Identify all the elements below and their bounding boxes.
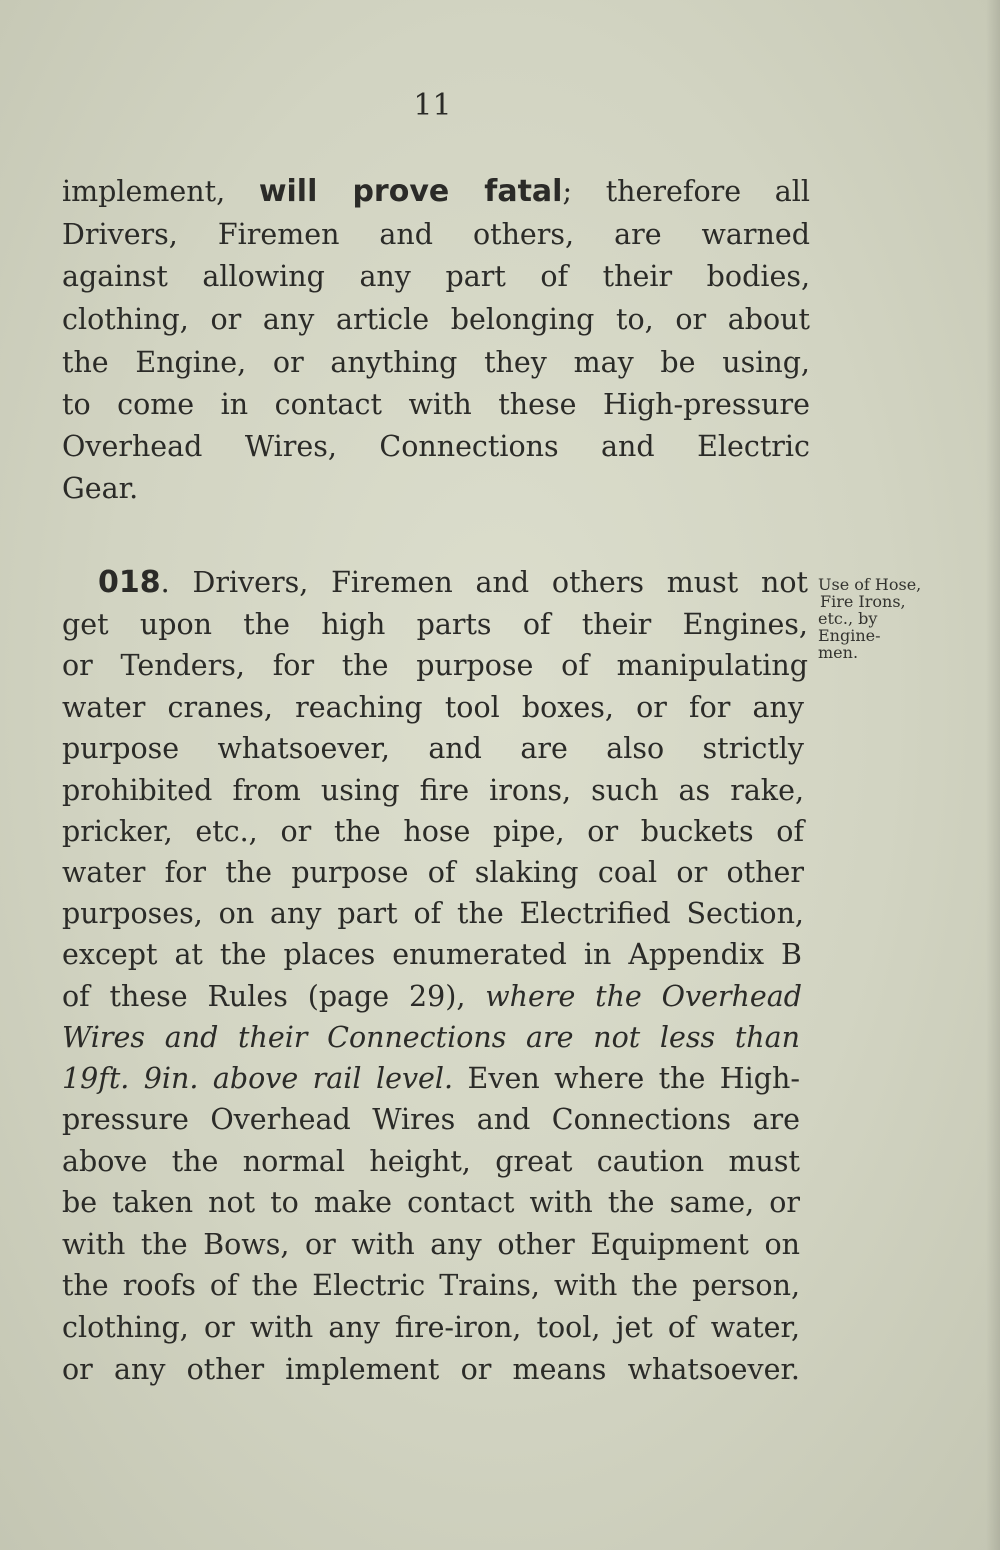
text-line bbox=[62, 1059, 800, 1099]
text-line: purposes, on any part of the Electrified Section, bbox=[62, 897, 804, 930]
margin-note-line: men. bbox=[818, 643, 859, 662]
text-line: water cranes, reaching tool boxes, or for any bbox=[62, 691, 804, 724]
text-line: the roofs of the Electric Trains, with the person, bbox=[62, 1269, 800, 1302]
text-line: prohibited from using fire irons, such as rake, bbox=[62, 774, 804, 807]
margin-note-line: Engine- bbox=[818, 626, 881, 645]
emphasis-italic: where the Overhead bbox=[485, 980, 803, 1013]
text-line: get upon the high parts of their Engines, bbox=[62, 608, 808, 641]
text-line: above the normal height, great caution must bbox=[62, 1145, 800, 1178]
text-line bbox=[62, 977, 802, 1017]
text-line: clothing, or any article belonging to, or about bbox=[62, 303, 810, 336]
text-line: clothing, or with any fire-iron, tool, jet of water, bbox=[62, 1311, 800, 1344]
margin-note-line: Fire Irons, bbox=[820, 592, 906, 611]
text-run: implement, bbox=[62, 175, 259, 208]
text-run: ; therefore all bbox=[562, 175, 810, 208]
text-line: Gear. bbox=[62, 472, 139, 505]
text-line: or any other implement or means whatsoever. bbox=[62, 1353, 800, 1386]
text-line: water for the purpose of slaking coal or other bbox=[62, 856, 804, 889]
text-run: of these Rules (page 29), bbox=[62, 980, 486, 1013]
text-line: or Tenders, for the purpose of manipulating bbox=[62, 649, 808, 682]
text-line: to come in contact with these High-pressure bbox=[62, 388, 810, 421]
text-line: purpose whatsoever, and are also strictly bbox=[62, 732, 804, 765]
margin-note bbox=[818, 576, 958, 661]
text-line: be taken not to make contact with the same, or bbox=[62, 1186, 800, 1219]
rule-018-first-line bbox=[98, 563, 808, 603]
text-run: . Drivers, Firemen and others must not bbox=[160, 566, 808, 599]
emphasis-bold: will prove fatal bbox=[258, 174, 563, 209]
text-line: against allowing any part of their bodies, bbox=[62, 260, 810, 293]
rule-number: 018 bbox=[98, 565, 161, 600]
emphasis-italic: 19ft. 9in. above rail level. bbox=[62, 1062, 454, 1095]
margin-note-line: Use of Hose, bbox=[818, 575, 922, 594]
text-run: Even where the High- bbox=[453, 1062, 800, 1095]
text-line: Overhead Wires, Connections and Electric bbox=[62, 430, 810, 463]
text-line: the Engine, or anything they may be using, bbox=[62, 346, 810, 379]
margin-note-line: etc., by bbox=[818, 609, 878, 628]
text-line: pricker, etc., or the hose pipe, or buckets of bbox=[62, 815, 804, 848]
text-line: Drivers, Firemen and others, are warned bbox=[62, 218, 810, 251]
text-line: pressure Overhead Wires and Connections are bbox=[62, 1103, 800, 1136]
text-line: except at the places enumerated in Appendix B bbox=[62, 938, 802, 971]
page-number: 11 bbox=[413, 88, 452, 123]
text-line: with the Bows, or with any other Equipment on bbox=[62, 1228, 800, 1261]
text-line-italic: Wires and their Connections are not less than bbox=[62, 1021, 800, 1054]
text-line bbox=[62, 172, 810, 212]
